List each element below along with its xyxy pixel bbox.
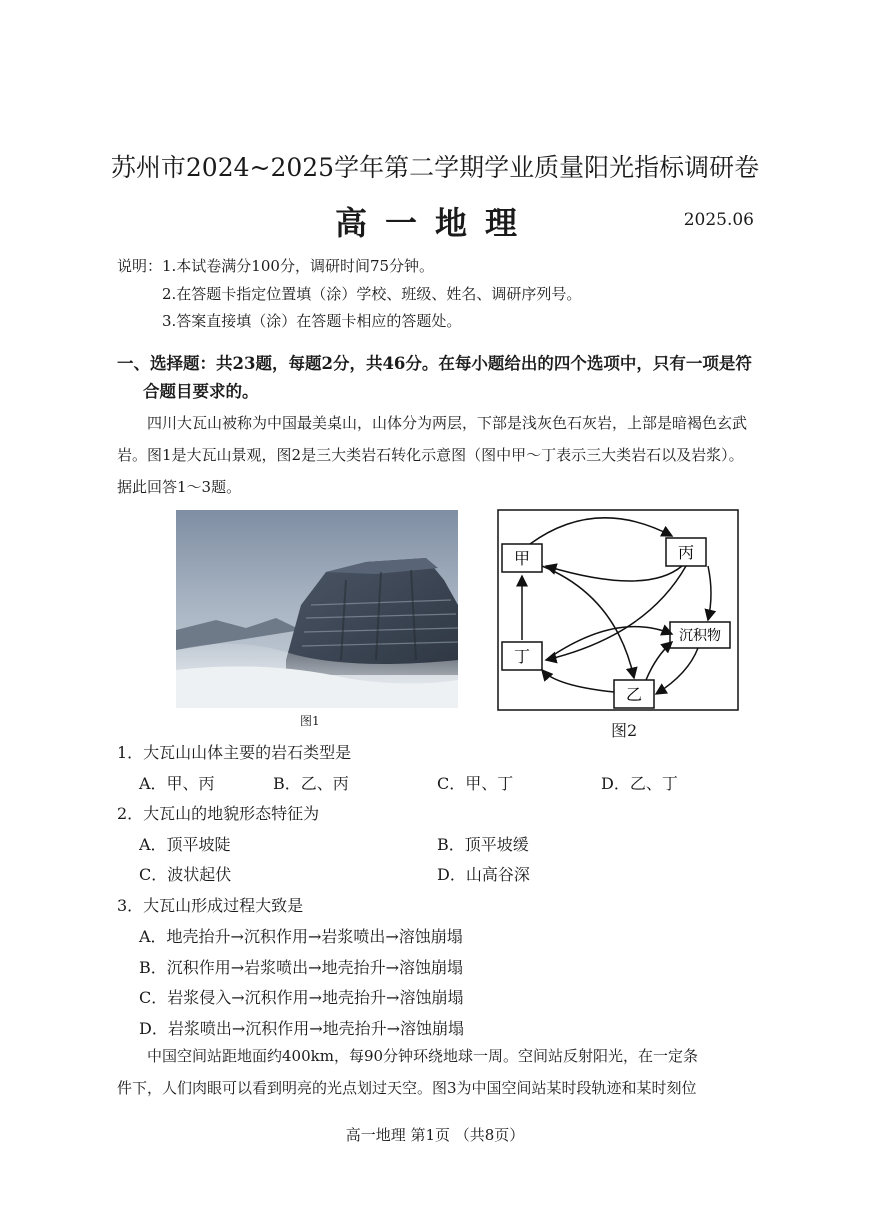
question-3-option-d: D．岩浆喷出→沉积作用→地壳抬升→溶蚀崩塌: [139, 1019, 465, 1038]
figure1-caption: 图1: [300, 714, 320, 728]
exam-date: 2025.06: [683, 210, 754, 230]
question-3-option-c: C．岩浆侵入→沉积作用→地壳抬升→溶蚀崩塌: [139, 988, 464, 1007]
box-bing: [666, 538, 706, 566]
notes-label: 说明：: [117, 257, 163, 275]
question-2-option-b: B．顶平坡缓: [437, 835, 529, 854]
note-item-3: 3.答案直接填（涂）在答题卡相应的答题处。: [162, 312, 462, 330]
box-jia-label: 甲: [513, 549, 531, 568]
subject-title: 高一地理: [334, 204, 535, 242]
question-2-stem: 2．大瓦山的地貌形态特征为: [117, 804, 320, 823]
box-jia: [502, 544, 542, 572]
passage-2-line1: 中国空间站距地面约400km，每90分钟环绕地球一周。空间站反射阳光，在一定条: [147, 1047, 699, 1065]
passage-2: [117, 1040, 757, 1104]
box-chenjiwu: [670, 622, 730, 648]
question-1-option-d: D．乙、丁: [601, 774, 678, 793]
figure2-caption: 图2: [611, 721, 638, 740]
figure2-rock-cycle-diagram: [496, 506, 744, 714]
section-heading: [117, 350, 752, 406]
passage-2-line2: 件下，人们肉眼可以看到明亮的光点划过天空。图3为中国空间站某时段轨迹和某时刻位: [117, 1079, 697, 1097]
section-heading-line1: 一、选择题：共23题，每题2分，共46分。在每小题给出的四个选项中，只有一项是符: [117, 354, 752, 373]
box-yi: [614, 680, 654, 708]
question-3-option-b: B．沉积作用→岩浆喷出→地壳抬升→溶蚀崩塌: [139, 958, 463, 977]
box-yi-label: 乙: [625, 685, 643, 704]
question-1-option-b: B．乙、丙: [273, 774, 349, 793]
note-item-1: 1.本试卷满分100分，调研时间75分钟。: [162, 257, 435, 275]
question-3-option-a: A．地壳抬升→沉积作用→岩浆喷出→溶蚀崩塌: [139, 927, 463, 946]
section-heading-line2: 合题目要求的。: [143, 382, 259, 401]
box-ding: [502, 642, 542, 670]
question-1-option-a: A．甲、丙: [139, 774, 215, 793]
question-1-option-c: C．甲、丁: [437, 774, 514, 793]
question-3-stem: 3．大瓦山形成过程大致是: [117, 896, 304, 915]
box-bing-label: 丙: [677, 543, 695, 562]
intro-paragraph: 四川大瓦山被称为中国最美桌山，山体分为两层，下部是浅灰色石灰岩，上部是暗褐色玄武岩。图1是大瓦山景观，图2是三大类岩石转化示意图（图中甲～丁表示三大类岩石以及岩浆）。据此回答1～3题。: [117, 414, 748, 496]
box-chenjiwu-label: 沉积物: [679, 628, 721, 644]
question-2-option-c: C．波状起伏: [139, 865, 232, 884]
exam-title: 苏州市2024~2025学年第二学期学业质量阳光指标调研卷: [110, 153, 760, 182]
page-footer: 高一地理 第1页 （共8页）: [345, 1126, 525, 1144]
question-2-option-a: A．顶平坡陡: [139, 835, 231, 854]
box-ding-label: 丁: [513, 647, 531, 666]
note-item-2: 2.在答题卡指定位置填（涂）学校、班级、姓名、调研序列号。: [162, 285, 582, 303]
question-1-stem: 1．大瓦山山体主要的岩石类型是: [117, 743, 352, 762]
question-2-option-d: D．山高谷深: [437, 865, 530, 884]
figure1-mountain-photo: [176, 510, 458, 708]
